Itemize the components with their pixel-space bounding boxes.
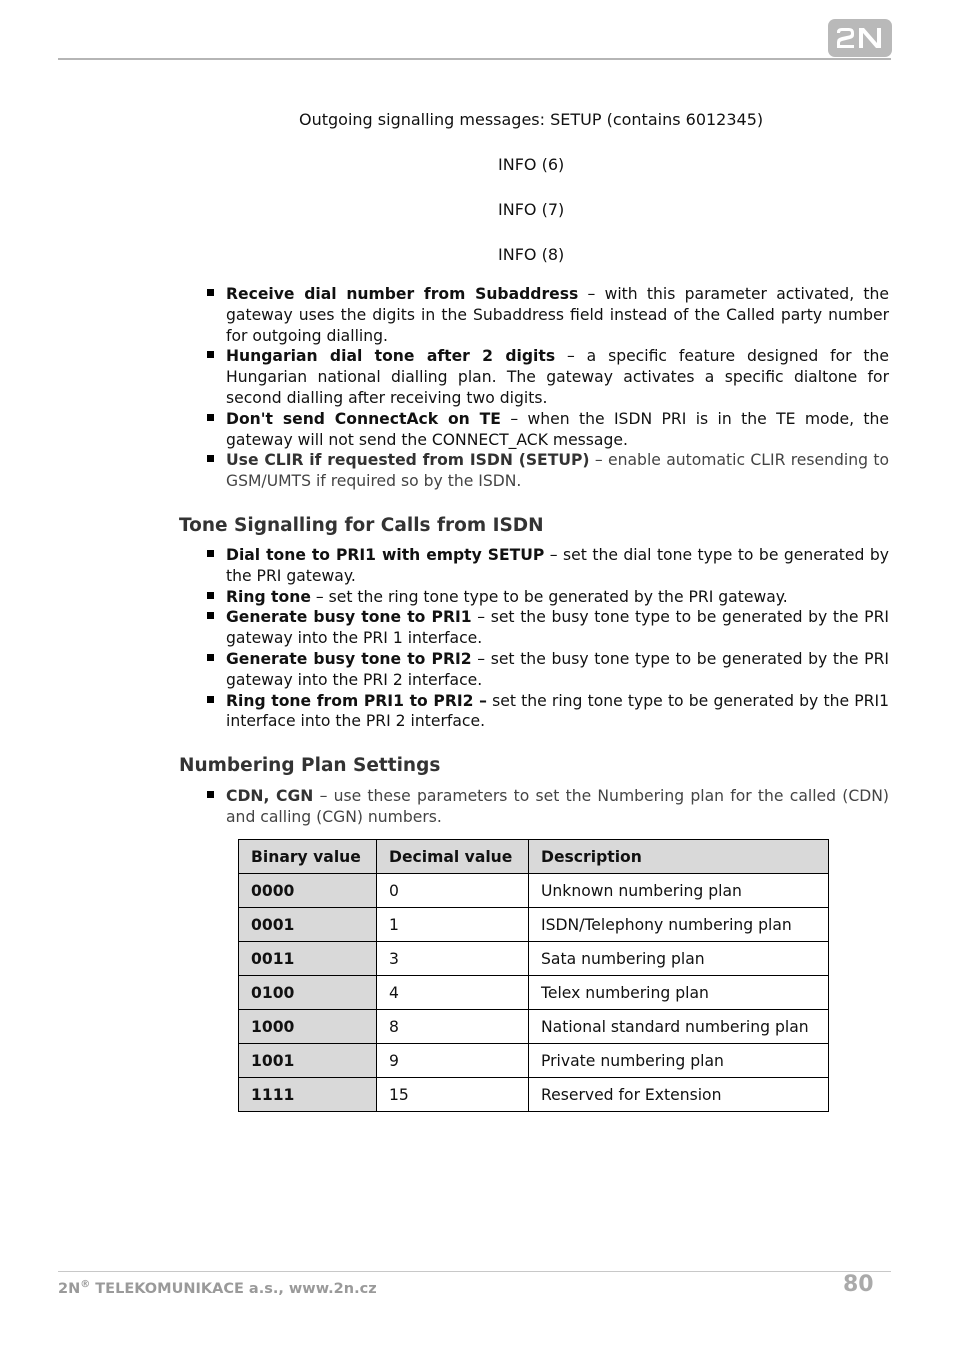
decimal-cell: 4	[377, 976, 529, 1010]
section-heading-numbering-plan: Numbering Plan Settings	[179, 755, 441, 776]
numbering-parameter-list	[206, 786, 889, 828]
item-term: Hungarian dial tone after 2 digits	[226, 347, 556, 366]
table-row	[239, 976, 829, 1010]
item-description: – when the ISDN PRI is in the TE mode, the gateway will not send the CONNECT_ACK message.	[226, 409, 890, 449]
2n-logo-icon	[833, 25, 887, 51]
bullet-square-icon	[207, 455, 214, 462]
bullet-square-icon	[207, 289, 214, 296]
item-description: – use these parameters to set the Numbering plan for the called (CDN) and calling (CGN) numbers.	[226, 787, 889, 826]
binary-cell: 1000	[239, 1010, 377, 1044]
item-description: – set the busy tone type to be generated by the PRI gateway into the PRI 1 interface.	[226, 608, 889, 648]
bullet-square-icon	[207, 550, 214, 557]
footer-divider	[58, 1271, 891, 1272]
item-description: – set the dial tone type to be generated by the PRI gateway.	[226, 546, 889, 585]
table-row	[239, 1010, 829, 1044]
footer-company-rest: TELEKOMUNIKACE a.s., www.2n.cz	[90, 1280, 377, 1297]
decimal-cell: 1	[377, 908, 529, 942]
info-line: INFO (8)	[498, 245, 565, 264]
company-logo	[828, 19, 892, 57]
table-row	[239, 1078, 829, 1112]
description-cell: Private numbering plan	[529, 1044, 829, 1078]
bullet-square-icon	[207, 612, 214, 619]
registered-mark: ®	[80, 1279, 91, 1290]
bullet-square-icon	[207, 592, 214, 599]
item-term: CDN, CGN	[226, 787, 314, 805]
table-header-row	[239, 840, 829, 874]
list-item	[206, 545, 889, 587]
decimal-cell: 9	[377, 1044, 529, 1078]
setup-message-line: Outgoing signalling messages: SETUP (contains 6012345)	[299, 110, 764, 129]
item-term: Generate busy tone to PRI2	[226, 649, 472, 668]
tone-parameter-list	[206, 545, 889, 732]
decimal-cell: 3	[377, 942, 529, 976]
item-description: – set the busy tone type to be generated by the PRI gateway into the PRI 2 interface.	[226, 649, 889, 689]
column-header-decimal: Decimal value	[377, 840, 529, 874]
item-term: Ring tone from PRI1 to PRI2 –	[226, 691, 487, 710]
decimal-cell: 8	[377, 1010, 529, 1044]
footer-brand: 2N	[58, 1280, 81, 1297]
bullet-square-icon	[207, 696, 214, 703]
item-term: Ring tone	[226, 587, 311, 606]
binary-cell: 0001	[239, 908, 377, 942]
list-item	[206, 346, 889, 408]
list-item	[206, 450, 889, 492]
item-description: – with this parameter activated, the gateway uses the digits in the Subaddress field instead of the Called party number for outgoing dialling.	[226, 285, 889, 345]
bullet-square-icon	[207, 654, 214, 661]
decimal-cell: 15	[377, 1078, 529, 1112]
description-cell: Sata numbering plan	[529, 942, 829, 976]
list-item	[206, 284, 889, 346]
section-heading-tone-signalling: Tone Signalling for Calls from ISDN	[179, 515, 544, 536]
info-line: INFO (6)	[498, 155, 565, 174]
decimal-cell: 0	[377, 874, 529, 908]
page-number: 80	[843, 1272, 874, 1297]
list-item	[206, 691, 889, 733]
item-term: Receive dial number from Subaddress	[226, 285, 579, 303]
header-divider	[58, 58, 891, 60]
item-description: – set the ring tone type to be generated by the PRI gateway.	[310, 587, 788, 606]
list-item	[206, 607, 889, 649]
description-cell: Telex numbering plan	[529, 976, 829, 1010]
item-term: Use CLIR if requested from ISDN (SETUP)	[226, 451, 590, 470]
footer-company	[58, 1279, 377, 1297]
item-description: set the ring tone type to be generated by the PRI1 interface into the PRI 2 interface.	[226, 691, 889, 731]
numbering-plan-table	[238, 839, 829, 1112]
item-term: Dial tone to PRI1 with empty SETUP	[226, 546, 545, 564]
table-row	[239, 908, 829, 942]
column-header-description: Description	[529, 840, 829, 874]
list-item	[206, 409, 889, 451]
list-item	[206, 649, 889, 691]
description-cell: National standard numbering plan	[529, 1010, 829, 1044]
binary-cell: 0100	[239, 976, 377, 1010]
binary-cell: 0000	[239, 874, 377, 908]
list-item	[206, 786, 889, 828]
item-description: – a specific feature designed for the Hungarian national dialling plan. The gateway activates a specific dialtone for second dialling after receiving two digits.	[226, 347, 889, 407]
item-term: Generate busy tone to PRI1	[226, 608, 472, 627]
bullet-square-icon	[207, 414, 214, 421]
description-cell: ISDN/Telephony numbering plan	[529, 908, 829, 942]
isdn-parameter-list	[206, 284, 889, 492]
item-description: – enable automatic CLIR resending to GSM/UMTS if required so by the ISDN.	[226, 451, 889, 491]
description-cell: Unknown numbering plan	[529, 874, 829, 908]
binary-cell: 0011	[239, 942, 377, 976]
table-row	[239, 942, 829, 976]
binary-cell: 1111	[239, 1078, 377, 1112]
item-term: Don't send ConnectAck on TE	[226, 409, 501, 428]
bullet-square-icon	[207, 351, 214, 358]
column-header-binary: Binary value	[239, 840, 377, 874]
info-line: INFO (7)	[498, 200, 565, 219]
table-row	[239, 874, 829, 908]
table-row	[239, 1044, 829, 1078]
bullet-square-icon	[207, 791, 214, 798]
list-item	[206, 587, 889, 608]
description-cell: Reserved for Extension	[529, 1078, 829, 1112]
binary-cell: 1001	[239, 1044, 377, 1078]
